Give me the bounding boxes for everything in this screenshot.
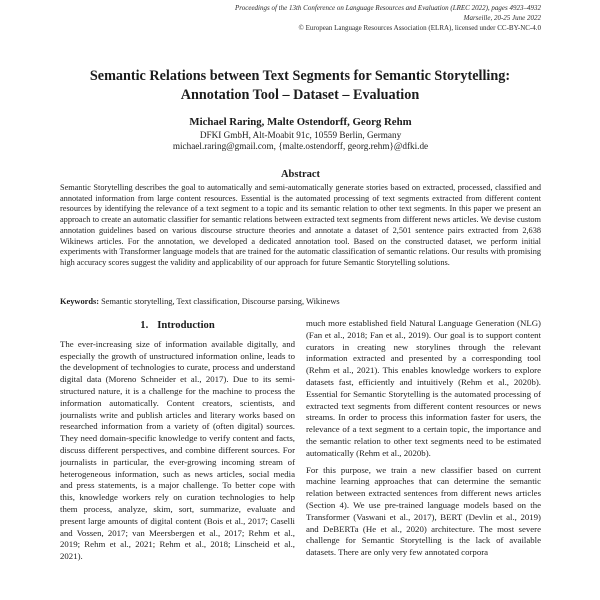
affiliation-line: DFKI GmbH, Alt-Moabit 91c, 10559 Berlin, Germany: [199, 130, 402, 140]
proceedings-location-line: Marseille, 20-25 June 2022: [463, 13, 541, 22]
proceedings-citation-line: Proceedings of the 13th Conference on Language Resources and Evaluation (LREC 2022), pages 4923–4932: [234, 4, 541, 12]
keywords-text: Semantic storytelling, Text classification, Discourse parsing, Wikinews: [101, 297, 340, 306]
section-number: 1.: [140, 320, 149, 331]
proceedings-copyright-line: © European Language Resources Association (ELRA), licensed under CC-BY-NC-4.0: [298, 23, 541, 32]
abstract-heading: Abstract: [280, 169, 321, 180]
email-line: michael.raring@gmail.com, {malte.ostendorff, georg.rehm}@dfki.de: [172, 141, 429, 151]
two-column-body: [60, 318, 541, 600]
intro-paragraph-3: For this purpose, we train a new classifier based on current machine learning approaches that can determine the semantic relation between extracted sentences from different news articles (Section 4). We use pre-trained language models based on the Transformer (Vaswani et al., 2017), BERT (Devlin et al., 2019) and DeBERTa (He et al., 2020) architecture. The most severe challenge for Semantic Storytelling is the lack of available datasets. There are only very few annotated corpora: [306, 464, 541, 558]
keywords-line: [60, 297, 541, 306]
paper-title: [40, 67, 560, 104]
proceedings-header: [21, 4, 541, 33]
left-column: [60, 318, 295, 600]
authors-line: Michael Raring, Malte Ostendorff, Georg Rehm: [189, 116, 412, 128]
right-column: [306, 318, 541, 600]
paper-title-line-1: Semantic Relations between Text Segments for Semantic Storytelling:: [89, 68, 511, 84]
section-title: Introduction: [157, 320, 215, 331]
section-heading-introduction: [60, 318, 295, 339]
intro-paragraph-2: much more established field Natural Language Generation (NLG) (Fan et al., 2018; Fan et al., 2019). Our goal is to support content curators in creating new storylines through the relevant information extracted and presented by a corresponding tool (Rehm et al., 2021). This enables knowledge workers to explore datasets fast, efficiently and intuitively (Rehm et al., 2020b). Essential for Semantic Storytelling is the automated processing of extracted text segments from different content resources or news streams. In order to process this information faster for users, the relevance of a text segment to a certain topic, the importance and the semantic relation to other text segments need to be estimated automatically (Rehm et al., 2020b).: [306, 318, 541, 458]
paper-title-line-2: Annotation Tool – Dataset – Evaluation: [180, 86, 420, 103]
keywords-label: Keywords:: [60, 297, 100, 306]
abstract-text: Semantic Storytelling describes the goal to automatically and semi-automatically generate stories based on extracted, processed, classified and annotated information from large content resources. Essential is the automated processing of text segments extracted from different content resources by identifying the relevance of a text segment to a topic and its semantic relation to other text segments. In this paper we present an approach to create an automatic classifier for semantic relations between extracted text segments from different news articles. We devise custom annotation guidelines based on various discourse structure theories and annotate a dataset of 2,501 sentence pairs extracted from 2,638 Wikinews articles. For the annotation, we developed a dedicated annotation tool. Based on the constructed dataset, we perform initial experiments with Transformer language models that are trained for the automatic classification of semantic relations. Our results with promising high accuracy scores suggest the validity and applicability of our approach for future Semantic Storytelling solutions.: [60, 183, 541, 267]
intro-paragraph-1: The ever-increasing size of information available digitally, and especially the growth of unstructured information online, leads to the development of technologies to curate, process and understand digital data (Moreno Schneider et al., 2017). Due to its semi-structured nature, it is a challenge for the machine to process the information automatically. Content creators, scientists, and journalists write and publish articles and literary works based on researched information from a variety of (often digital) sources. They need domain-specific knowledge to verify content and facts, discuss different perspectives, and combine different sources. For journalists in particular, the ever-growing incoming stream of heterogeneous information, such as news articles, social media and press statements, is a major challenge. To better cope with this, knowledge workers rely on curation technologies to help them process, analyze, skim, sort, summarize, evaluate and present large amounts of digital content (Bois et al., 2017; Caselli and Vossen, 2017; van Meersbergen et al., 2017; Rehm et al., 2019; Rehm et al., 2021; Rehm et al., 2018; Linscheid et al., 2021).: [60, 338, 295, 562]
